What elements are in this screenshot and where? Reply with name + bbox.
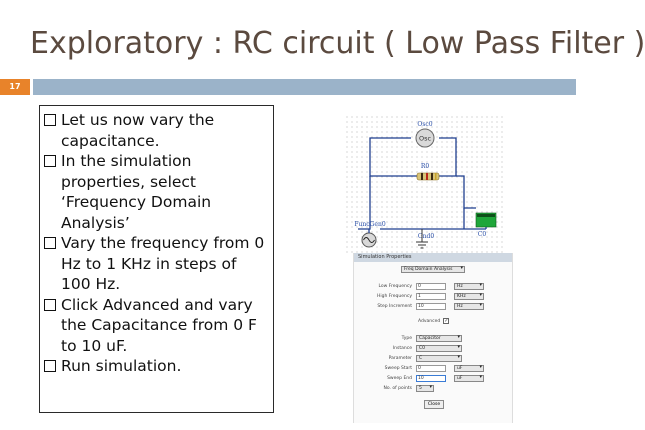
type-select[interactable]: Capacitor ▾ [416,335,462,342]
sweep-start-input[interactable]: 0 [416,365,446,372]
list-item [44,110,267,151]
list-item [44,233,267,295]
instance-label: Instance [392,346,412,351]
simulation-properties-dialog [353,253,513,423]
points-select[interactable]: 5 ▾ [416,385,434,392]
step-increment-unit-select[interactable]: Hz ▾ [454,303,484,310]
high-frequency-label: High Frequency [376,294,412,299]
osc-text: Osc [418,134,432,143]
advanced-label: Advanced [418,318,441,324]
analysis-select[interactable]: Freq Domain Analysis ▾ [401,266,465,273]
sweep-end-input[interactable]: 10 [416,375,446,382]
low-frequency-unit-select[interactable]: Hz ▾ [454,283,484,290]
header-band [33,79,576,95]
high-frequency-input[interactable]: 1 [416,293,446,300]
capacitor-label: C0 [477,231,487,238]
sweep-start-label: Sweep Start [384,366,412,371]
list-item [44,356,267,377]
points-label: No. of points [383,386,412,391]
parameter-select[interactable]: C ▾ [416,355,462,362]
sweep-end-unit-select[interactable]: uF ▾ [454,375,484,382]
list-item [44,295,267,357]
checkbox-bullet-icon [44,114,56,126]
low-frequency-input[interactable]: 0 [416,283,446,290]
close-button[interactable]: Close [424,400,444,409]
checkbox-bullet-icon [44,299,56,311]
dialog-title: Simulation Properties [354,253,512,262]
checkbox-bullet-icon [44,360,56,372]
resistor-label: R0 [420,163,430,170]
circuit-schematic [346,116,506,253]
funcgen-label: FuncGen0 [354,221,386,228]
capacitor[interactable] [476,213,496,229]
slide-title: Exploratory : RC circuit ( Low Pass Filter ) [30,26,645,61]
low-frequency-label: Low Frequency [378,284,412,289]
slide-number: 17 [0,79,30,95]
function-generator[interactable] [362,233,376,247]
bullet-text: Vary the frequency from 0 Hz to 1 KHz in steps of 100 Hz. [61,234,265,293]
checkbox-bullet-icon [44,155,56,167]
bullet-list [39,105,274,413]
resistor[interactable] [417,173,439,180]
bullet-text: In the simulation properties, select ‘Frequency Domain Analysis’ [61,152,212,232]
type-label: Type [401,336,412,341]
step-increment-label: Step Increment [377,304,412,309]
checkbox-bullet-icon [44,237,56,249]
parameter-label: Parameter [388,356,412,361]
high-frequency-unit-select[interactable]: KHz ▾ [454,293,484,300]
bullet-text: Let us now vary the capacitance. [61,111,215,150]
sweep-end-label: Sweep End [387,376,412,381]
advanced-checkbox[interactable]: ✓ [444,318,449,324]
ground-label: Gnd0 [417,233,435,240]
bullet-text: Run simulation. [61,357,182,375]
sweep-start-unit-select[interactable]: uF ▾ [454,365,484,372]
instance-select[interactable]: C0 ▾ [416,345,462,352]
bullet-text: Click Advanced and vary the Capacitance from 0 F to 10 uF. [61,295,257,355]
oscilloscope[interactable] [416,129,434,147]
osc-label: Osc0 [417,121,433,128]
list-item [44,151,267,233]
step-increment-input[interactable]: 10 [416,303,446,310]
